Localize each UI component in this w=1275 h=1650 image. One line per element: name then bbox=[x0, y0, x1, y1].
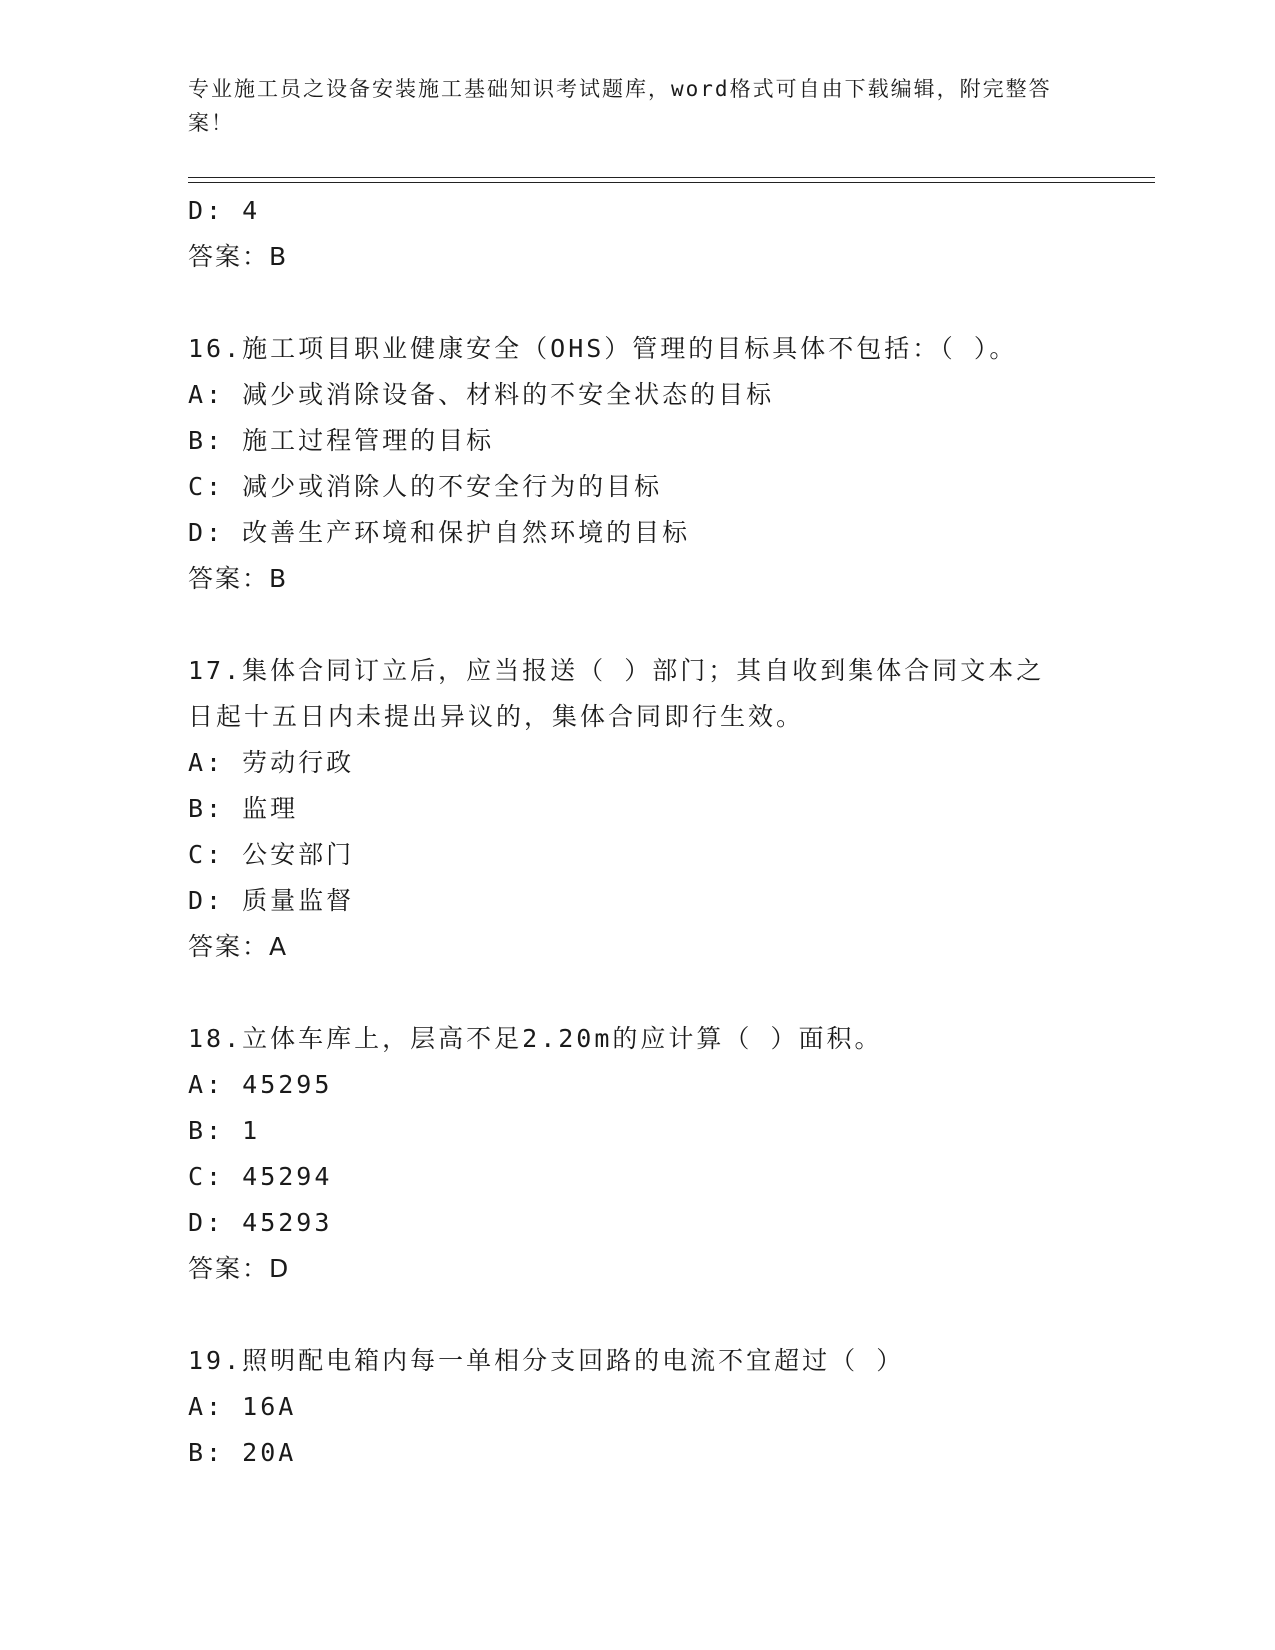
question-answer: 答案：A bbox=[188, 932, 289, 961]
question-answer: 答案：D bbox=[188, 1254, 291, 1283]
question-stem: 18.立体车库上，层高不足2.20m的应计算（ ）面积。 bbox=[188, 1024, 883, 1053]
option-a: A: 16A bbox=[188, 1392, 297, 1421]
question-17 bbox=[188, 648, 1155, 970]
option-b: B: 20A bbox=[188, 1438, 297, 1467]
previous-answer: 答案：B bbox=[188, 242, 289, 271]
option-b: B: 监理 bbox=[188, 794, 299, 823]
question-19 bbox=[188, 1338, 1155, 1476]
question-answer: 答案：B bbox=[188, 564, 289, 593]
option-c: C: 45294 bbox=[188, 1162, 333, 1191]
question-stem: 19.照明配电箱内每一单相分支回路的电流不宜超过（ ） bbox=[188, 1346, 905, 1375]
question-stem: 16.施工项目职业健康安全（OHS）管理的目标具体不包括：（ ）。 bbox=[188, 334, 1018, 363]
question-stem-line-2: 日起十五日内未提出异议的，集体合同即行生效。 bbox=[188, 702, 805, 731]
option-d: D: 45293 bbox=[188, 1208, 333, 1237]
option-c: C: 减少或消除人的不安全行为的目标 bbox=[188, 472, 663, 501]
question-16 bbox=[188, 326, 1155, 602]
previous-option-d: D: 4 bbox=[188, 196, 261, 225]
header-divider-top bbox=[188, 177, 1155, 178]
header-divider-bottom bbox=[188, 182, 1155, 183]
question-list bbox=[188, 188, 1155, 1476]
document-header: 专业施工员之设备安装施工基础知识考试题库，word格式可自由下载编辑，附完整答案！ bbox=[188, 77, 1052, 135]
option-d: D: 质量监督 bbox=[188, 886, 355, 915]
option-a: A: 减少或消除设备、材料的不安全状态的目标 bbox=[188, 380, 775, 409]
option-d: D: 改善生产环境和保护自然环境的目标 bbox=[188, 518, 691, 547]
option-b: B: 1 bbox=[188, 1116, 261, 1145]
option-c: C: 公安部门 bbox=[188, 840, 355, 869]
option-b: B: 施工过程管理的目标 bbox=[188, 426, 495, 455]
option-a: A: 45295 bbox=[188, 1070, 333, 1099]
question-stem-line-1: 17.集体合同订立后，应当报送（ ）部门；其自收到集体合同文本之 bbox=[188, 656, 1045, 685]
question-18 bbox=[188, 1016, 1155, 1292]
option-a: A: 劳动行政 bbox=[188, 748, 355, 777]
